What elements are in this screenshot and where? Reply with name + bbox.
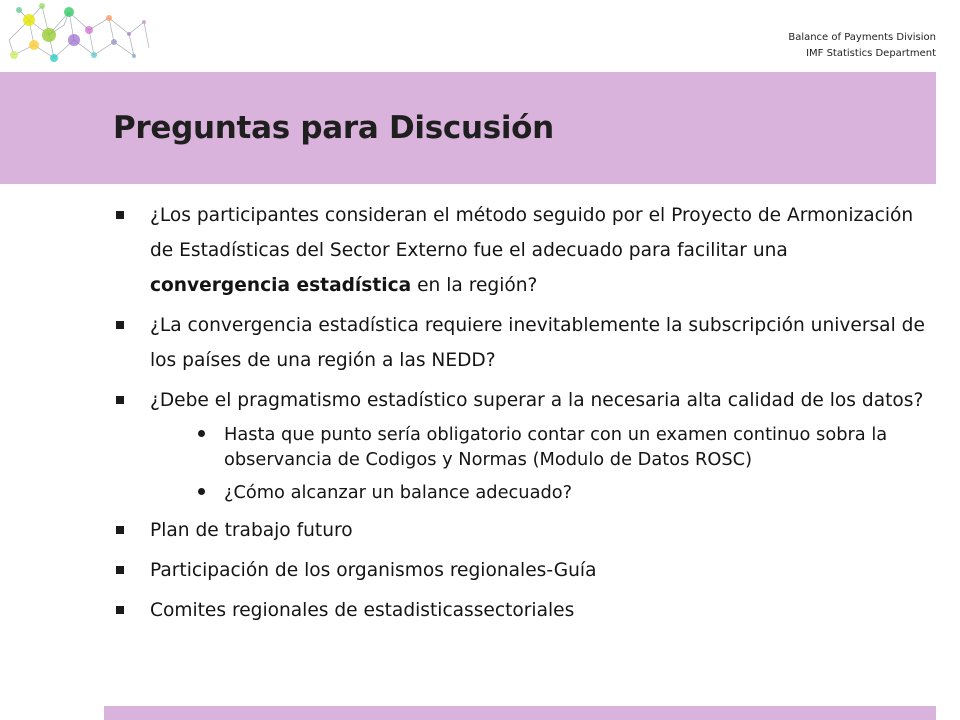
square-bullet-icon <box>116 211 124 219</box>
round-bullet-icon <box>198 430 205 437</box>
header-department: IMF Statistics Department <box>806 48 936 59</box>
square-bullet-icon <box>116 606 124 614</box>
square-bullet-icon <box>116 321 124 329</box>
header-organization <box>788 30 936 62</box>
slide-title: Preguntas para Discusión <box>113 110 554 146</box>
bullet-text: Comites regionales de estadisticassectoriales <box>150 600 575 621</box>
bullet-text: ¿La convergencia estadística requiere inevitablemente la subscripción universal de los países de una región a las NEDD? <box>150 315 925 371</box>
bullet-list <box>112 198 932 633</box>
bullet-text: Plan de trabajo futuro <box>150 520 353 541</box>
sub-bullet-text: ¿Cómo alcanzar un balance adecuado? <box>224 482 573 503</box>
bullet-item-2 <box>112 308 932 378</box>
bullet-item-1 <box>112 198 932 303</box>
sub-bullet-text: Hasta que punto sería obligatorio contar con un examen continuo sobra la observancia de Codigos y Normas (Modulo de Datos ROSC) <box>224 424 888 470</box>
bullet-text: Participación de los organismos regionales-Guía <box>150 560 597 581</box>
header-division: Balance of Payments Division <box>788 32 936 43</box>
sub-bullet-item-1 <box>150 422 932 472</box>
round-bullet-icon <box>198 488 205 495</box>
bullet-bold-text: convergencia estadística <box>150 275 412 296</box>
bottom-band <box>104 706 936 720</box>
square-bullet-icon <box>116 566 124 574</box>
bullet-item-6 <box>112 593 932 628</box>
bullet-item-4 <box>112 513 932 548</box>
bullet-text-end: en la región? <box>411 275 538 296</box>
sub-bullet-item-2 <box>150 480 932 505</box>
network-logo-graphic <box>4 0 154 72</box>
bullet-text: ¿Los participantes consideran el método seguido por el Proyecto de Armonización de Estadísticas del Sector Externo fue el adecuado para facilitar una <box>150 205 914 261</box>
square-bullet-icon <box>116 396 124 404</box>
bullet-item-5 <box>112 553 932 588</box>
square-bullet-icon <box>116 526 124 534</box>
bullet-text: ¿Debe el pragmatismo estadístico superar a la necesaria alta calidad de los datos? <box>150 390 924 411</box>
bullet-item-3 <box>112 383 932 505</box>
